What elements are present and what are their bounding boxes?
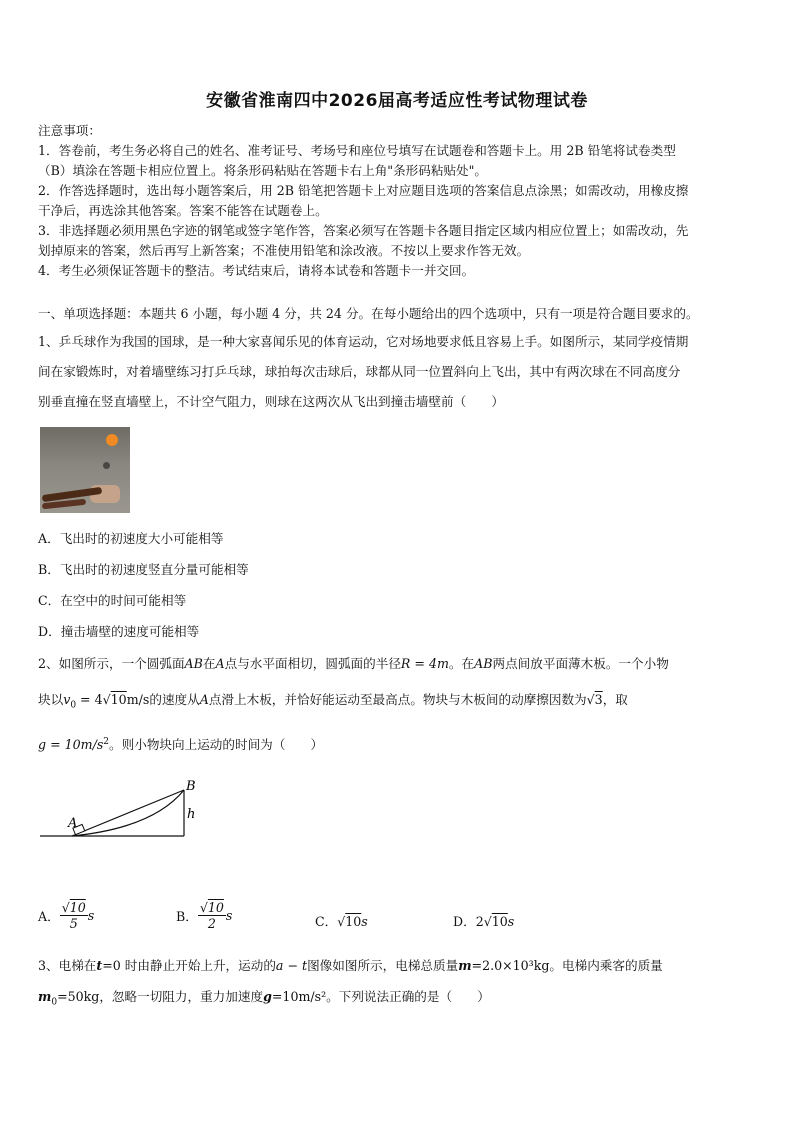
notice-line: 4．考生必须保证答题卡的整洁。考试结束后，请将本试卷和答题卡一并交回。 (38, 263, 475, 278)
notice-line: 1．答卷前，考生务必将自己的姓名、准考证号、考场号和座位号填写在试题卷和答题卡上。用 2B 铅笔将试卷类型 (38, 143, 676, 158)
board-line (72, 790, 184, 836)
page-title: 安徽省淮南四中2026届高考适应性考试物理试卷 (206, 91, 588, 111)
notice-heading: 注意事项： (38, 123, 101, 138)
question-2-line-2: 块以$v_0 = 4√10m/s$的速度从A点滑上木板，并恰好能运动至最高点。物块与木板间的动摩擦因数为√3，取 (38, 692, 628, 711)
notice-line: 2．作答选择题时，选出每小题答案后，用 2B 铅笔把答题卡上对应题目选项的答案信息点涂黑；如需改动，用橡皮擦 (38, 183, 689, 198)
q2-option-c: C．√10s (315, 914, 368, 929)
label-b: B (186, 779, 196, 794)
q2-option-a: A． $\frac{√10}{5}$ s (38, 900, 95, 931)
question-2-line-3: $g = 10m/s^2$。则小物块向上运动的时间为（ ） (38, 737, 324, 753)
q1-option-d: D．撞击墙壁的速度可能相等 (38, 624, 200, 639)
q2-option-d: D．2√10s (453, 914, 515, 929)
question-1-text: 间在家锻炼时，对着墙壁练习打乒乓球，球拍每次击球后，球都从同一位置斜向上飞出，其中有两次球在不同高度分 (38, 364, 681, 379)
q2-option-b: B． $\frac{√10}{2}$ s (176, 900, 233, 931)
question-2-line-1: 2、如图所示，一个圆弧面AB在A点与水平面相切，圆弧面的半径R = 4m。在AB两点间放平面薄木板。一个小物 (38, 656, 669, 671)
label-a: A (68, 816, 78, 831)
question-1-text: 别垂直撞在竖直墙壁上，不计空气阻力，则球在这两次从飞出到撞击墙壁前（ ） (38, 394, 504, 409)
q1-option-a: A．飞出时的初速度大小可能相等 (38, 531, 224, 546)
section-heading: 一、单项选择题：本题共 6 小题，每小题 4 分，共 24 分。在每小题给出的四个选项中，只有一项是符合题目要求的。 (38, 306, 699, 321)
question-3-line-1: 3、电梯在t=0 时由静止开始上升，运动的a − t图像如图所示，电梯总质量m=2.0×10³kg。电梯内乘客的质量 (38, 958, 663, 973)
ball-icon (106, 434, 118, 446)
question-1-text: 1、乒乓球作为我国的国球，是一种大家喜闻乐见的体育运动，它对场地要求低且容易上手。如图所示，某同学疫情期 (38, 334, 689, 349)
incline-diagram (38, 776, 208, 846)
notice-line: 划掉原来的答案，然后再写上新答案；不准使用铅笔和涂改液。不按以上要求作答无效。 (38, 243, 530, 258)
q1-option-c: C．在空中的时间可能相等 (38, 593, 187, 608)
ball-shadow (103, 462, 110, 469)
notice-line: 3．非选择题必须用黑色字迹的钢笔或签字笔作答，答案必须写在答题卡各题目指定区域内相应位置上；如需改动，先 (38, 223, 689, 238)
label-h: h (187, 807, 196, 822)
ping-pong-photo (40, 427, 130, 513)
question-3-line-2: $m_0=50kg$，忽略一切阻力，重力加速度g=10m/s²。下列说法正确的是（ ） (38, 989, 490, 1008)
notice-line: 干净后，再选涂其他答案。答案不能答在试题卷上。 (38, 203, 328, 218)
q1-option-b: B．飞出时的初速度竖直分量可能相等 (38, 562, 249, 577)
notice-line: （B）填涂在答题卡相应位置上。将条形码粘贴在答题卡右上角"条形码粘贴处"。 (38, 163, 488, 178)
